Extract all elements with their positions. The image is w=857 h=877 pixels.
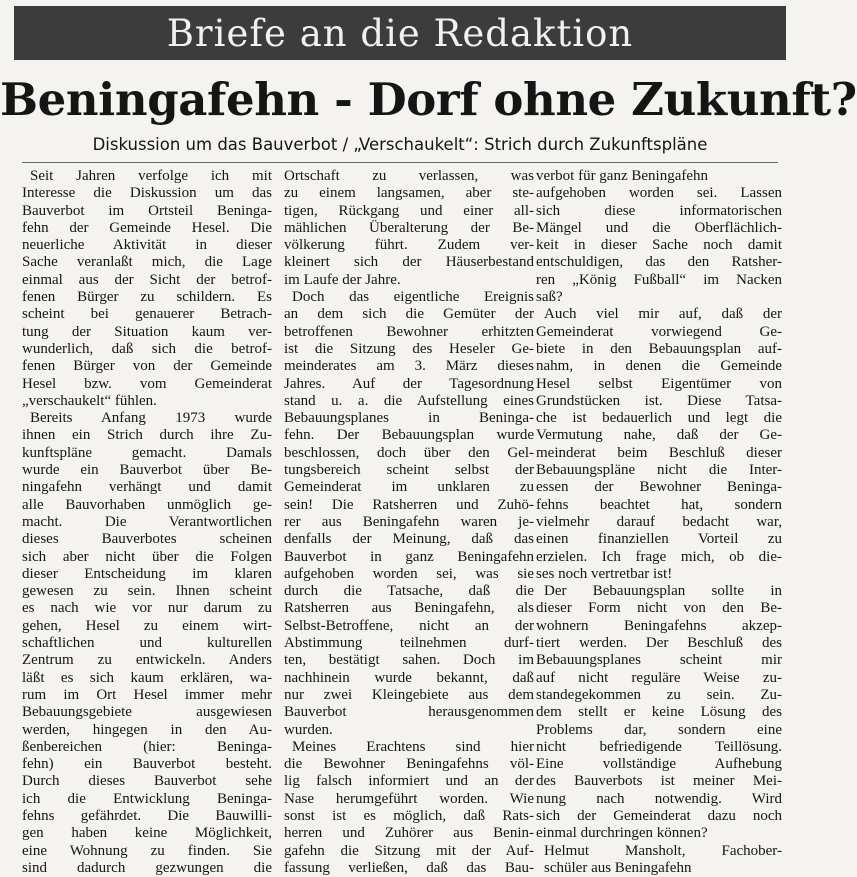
- text-column-1: [22, 168, 272, 876]
- text-line: meinderat beim Beschluß dieser: [536, 444, 782, 461]
- text-line: wunderlich, daß sich die betrof-: [22, 340, 272, 357]
- text-line: ren „König Fußball“ im Nacken: [536, 271, 782, 288]
- text-line: meinderates am 3. März dieses: [284, 358, 534, 375]
- text-line: Hesel bzw. vom Gemeinderat: [22, 375, 272, 392]
- text-line: durch die Tatsache, daß die: [284, 583, 534, 600]
- text-line: fehn) ein Bauverbot besteht.: [22, 756, 272, 773]
- text-line: saß?: [536, 289, 563, 306]
- text-line: schaftlichen und kulturellen: [22, 635, 272, 652]
- text-line: denfalls der Meinung, daß das: [284, 531, 534, 548]
- text-line: es nach wie vor nur darum zu: [22, 600, 272, 617]
- text-line: „verschaukelt“ fühlen.: [22, 392, 157, 409]
- article-headline: Beningafehn - Dorf ohne Zukunft?: [0, 73, 857, 126]
- text-line: dem stellt er keine Lösung des: [536, 704, 782, 721]
- text-line: dieser Form nicht von den Be-: [536, 600, 782, 617]
- section-banner: [14, 6, 786, 60]
- text-line: sich der Gemeinderat dazu noch: [536, 807, 782, 824]
- text-line: dieses Bauverbotes scheinen: [22, 531, 272, 548]
- text-line: ses noch vertretbar ist!: [536, 565, 673, 582]
- text-line: gewesen zu sein. Ihnen scheint: [22, 583, 272, 600]
- text-line: ningafehn verhängt und damit: [22, 479, 272, 496]
- text-line: neuerliche Aktivität in dieser: [22, 237, 272, 254]
- text-line: wohnern Beningafehns akzep-: [536, 617, 782, 634]
- text-line: Der Bebauungsplan sollte in: [544, 583, 782, 600]
- text-line: Bauverbot herausgenommen: [284, 704, 534, 721]
- text-line: nicht befriedigende Teillösung.: [536, 738, 782, 755]
- text-line: Zentrum zu entwickeln. Anders: [22, 652, 272, 669]
- text-line: Bebauungsgebiete ausgewiesen: [22, 704, 272, 721]
- text-line: rer aus Beningafehn waren je-: [284, 513, 534, 530]
- text-line: Bebauungsplanes in Beninga-: [284, 410, 534, 427]
- text-line: Doch das eigentliche Ereignis: [292, 289, 534, 306]
- text-line: fehns beachtet hat, sondern: [536, 496, 782, 513]
- text-line: Auch viel mir auf, daß der: [544, 306, 782, 323]
- text-line: Problems dar, sondern eine: [536, 721, 782, 738]
- text-line: ten, bestätigt sahen. Doch im: [284, 652, 534, 669]
- text-line: tigen, Rückgang und einer all-: [284, 202, 534, 219]
- text-line: ich die Entwicklung Beninga-: [22, 790, 272, 807]
- text-line: erzielen. Ich frage mich, ob die-: [536, 548, 782, 565]
- text-line: Nase herumgeführt worden. Wie: [284, 790, 534, 807]
- text-line: betroffenen Bewohner erhitzten: [284, 323, 534, 340]
- text-line: Sache veranlaßt mich, die Lage: [22, 254, 272, 271]
- text-line: schüler aus Beningafehn: [544, 859, 692, 876]
- text-column-3: [536, 168, 782, 876]
- text-line: Gemeinderat vorwiegend Ge-: [536, 323, 782, 340]
- text-line: biete in den Bebauungsplan auf-: [536, 340, 782, 357]
- text-line: völkerung führt. Zudem ver-: [284, 237, 534, 254]
- text-line: eine Wohnung zu finden. Sie: [22, 842, 272, 859]
- text-line: gen haben keine Möglichkeit,: [22, 825, 272, 842]
- text-line: Bebauungspläne nicht die Inter-: [536, 462, 782, 479]
- text-line: Selbst-Betroffene, nicht an der: [284, 617, 534, 634]
- text-line: Eine vollständige Aufhebung: [536, 756, 782, 773]
- text-line: auf nicht reguläre Weise zu-: [536, 669, 782, 686]
- text-line: tungsbereich scheint selbst der: [284, 462, 534, 479]
- text-line: Gemeinderat im unklaren zu: [284, 479, 534, 496]
- text-line: tung der Situation kaum ver-: [22, 323, 272, 340]
- text-line: fehns gefährdet. Die Bauwilli-: [22, 807, 272, 824]
- text-line: ist die Sitzung des Heseler Ge-: [284, 340, 534, 357]
- header-divider: [22, 162, 778, 163]
- text-line: dieser Entscheidung im klaren: [22, 565, 272, 582]
- text-line: einmal aus der Sicht der betrof-: [22, 271, 272, 288]
- text-line: nachhinein wurde bekannt, daß: [284, 669, 534, 686]
- text-line: Durch dieses Bauverbot sehe: [22, 773, 272, 790]
- text-line: vielmehr darauf bedacht war,: [536, 513, 782, 530]
- text-line: Jahres. Auf der Tagesordnung: [284, 375, 534, 392]
- text-column-2: [284, 168, 534, 876]
- text-line: die Bewohner Beningafehns völ-: [284, 756, 534, 773]
- text-line: an dem sich die Gemüter der: [284, 306, 534, 323]
- text-line: kleinert sich der Häuserbestand: [284, 254, 534, 271]
- text-line: im Laufe der Jahre.: [284, 271, 401, 288]
- text-line: alle Bauvorhaben unmöglich ge-: [22, 496, 272, 513]
- text-line: fenen Bürger von der Gemeinde: [22, 358, 272, 375]
- text-line: ßenbereichen (hier: Beninga-: [22, 738, 272, 755]
- text-line: einmal durchringen können?: [536, 825, 708, 842]
- text-line: fassung verließen, daß das Bau-: [284, 859, 534, 876]
- text-line: werden, hingegen in den Au-: [22, 721, 272, 738]
- text-line: herren und Zuhörer aus Benin-: [284, 825, 534, 842]
- text-line: läßt es sich kaum erklären, wa-: [22, 669, 272, 686]
- text-line: scheint bei genauerer Betrach-: [22, 306, 272, 323]
- text-line: einen finanziellen Vorteil zu: [536, 531, 782, 548]
- text-line: sich diese informatorischen: [536, 202, 782, 219]
- text-line: nur zwei Kleingebiete aus dem: [284, 686, 534, 703]
- text-line: nung nach notwendig. Wird: [536, 790, 782, 807]
- text-line: fehn der Gemeinde Hesel. Die: [22, 219, 272, 236]
- text-line: Ortschaft zu verlassen, was: [284, 168, 534, 184]
- text-line: wurde ein Bauverbot über Be-: [22, 462, 272, 479]
- text-line: keit in dieser Sache noch damit: [536, 237, 782, 254]
- text-line: Bauverbot im Ortsteil Beninga-: [22, 202, 272, 219]
- text-line: sich aber nicht über die Folgen: [22, 548, 272, 565]
- text-line: aufgehoben worden sei. Lassen: [536, 185, 782, 202]
- text-line: fehn. Der Bebauungsplan wurde: [284, 427, 534, 444]
- text-line: kunftspläne gemacht. Damals: [22, 444, 272, 461]
- text-line: wurden.: [284, 721, 333, 738]
- text-line: Hesel selbst Eigentümer von: [536, 375, 782, 392]
- text-line: zu einem langsamen, aber ste-: [284, 185, 534, 202]
- text-line: nahm, in denen die Gemeinde: [536, 358, 782, 375]
- text-line: Seit Jahren verfolge ich mit: [30, 168, 272, 184]
- text-line: Abstimmung teilnehmen durf-: [284, 635, 534, 652]
- text-line: standegekommen zu sein. Zu-: [536, 686, 782, 703]
- text-line: fenen Bürger zu schildern. Es: [22, 289, 272, 306]
- text-line: Interesse die Diskussion um das: [22, 185, 272, 202]
- text-line: gehen, Hesel zu einem wirt-: [22, 617, 272, 634]
- text-line: Helmut Mansholt, Fachober-: [544, 842, 782, 859]
- text-line: lig falsch informiert und an der: [284, 773, 534, 790]
- article-subheadline: Diskussion um das Bauverbot / „Verschaukelt“: Strich durch Zukunftspläne: [92, 135, 708, 154]
- text-line: sonst ist es möglich, daß Rats-: [284, 807, 534, 824]
- text-line: Bauverbot in ganz Beningafehn: [284, 548, 534, 565]
- text-line: mählichen Überalterung der Be-: [284, 219, 534, 236]
- text-line: che ist bedauerlich und legt die: [536, 410, 782, 427]
- text-line: aufgehoben worden sei, was sie: [284, 565, 534, 582]
- text-line: sind dadurch gezwungen die: [22, 859, 272, 876]
- text-line: essen der Bewohner Beninga-: [536, 479, 782, 496]
- text-line: sein! Die Ratsherren und Zuhö-: [284, 496, 534, 513]
- text-line: Meines Erachtens sind hier: [292, 738, 534, 755]
- text-line: beschlossen, doch über den Gel-: [284, 444, 534, 461]
- text-line: des Bauverbots ist meiner Mei-: [536, 773, 782, 790]
- text-line: verbot für ganz Beningafehn: [536, 168, 709, 184]
- text-line: Ratsherren aus Beningafehn, als: [284, 600, 534, 617]
- text-line: rum im Ort Hesel immer mehr: [22, 686, 272, 703]
- text-line: Vermutung nahe, daß der Ge-: [536, 427, 782, 444]
- text-line: gafehn die Sitzung mit der Auf-: [284, 842, 534, 859]
- text-line: Bebauungsplanes scheint mir: [536, 652, 782, 669]
- text-line: Bereits Anfang 1973 wurde: [30, 410, 272, 427]
- text-line: Mängel und die Oberflächlich-: [536, 219, 782, 236]
- text-line: entschuldigen, das den Ratsher-: [536, 254, 782, 271]
- text-line: ihnen ein Strich durch ihre Zu-: [22, 427, 272, 444]
- text-line: stand u. a. die Aufstellung eines: [284, 392, 534, 409]
- text-line: tiert werden. Der Beschluß des: [536, 635, 782, 652]
- text-line: macht. Die Verantwortlichen: [22, 513, 272, 530]
- section-banner-title: Briefe an die Redaktion: [166, 11, 634, 55]
- text-line: Grundstücken ist. Diese Tatsa-: [536, 392, 782, 409]
